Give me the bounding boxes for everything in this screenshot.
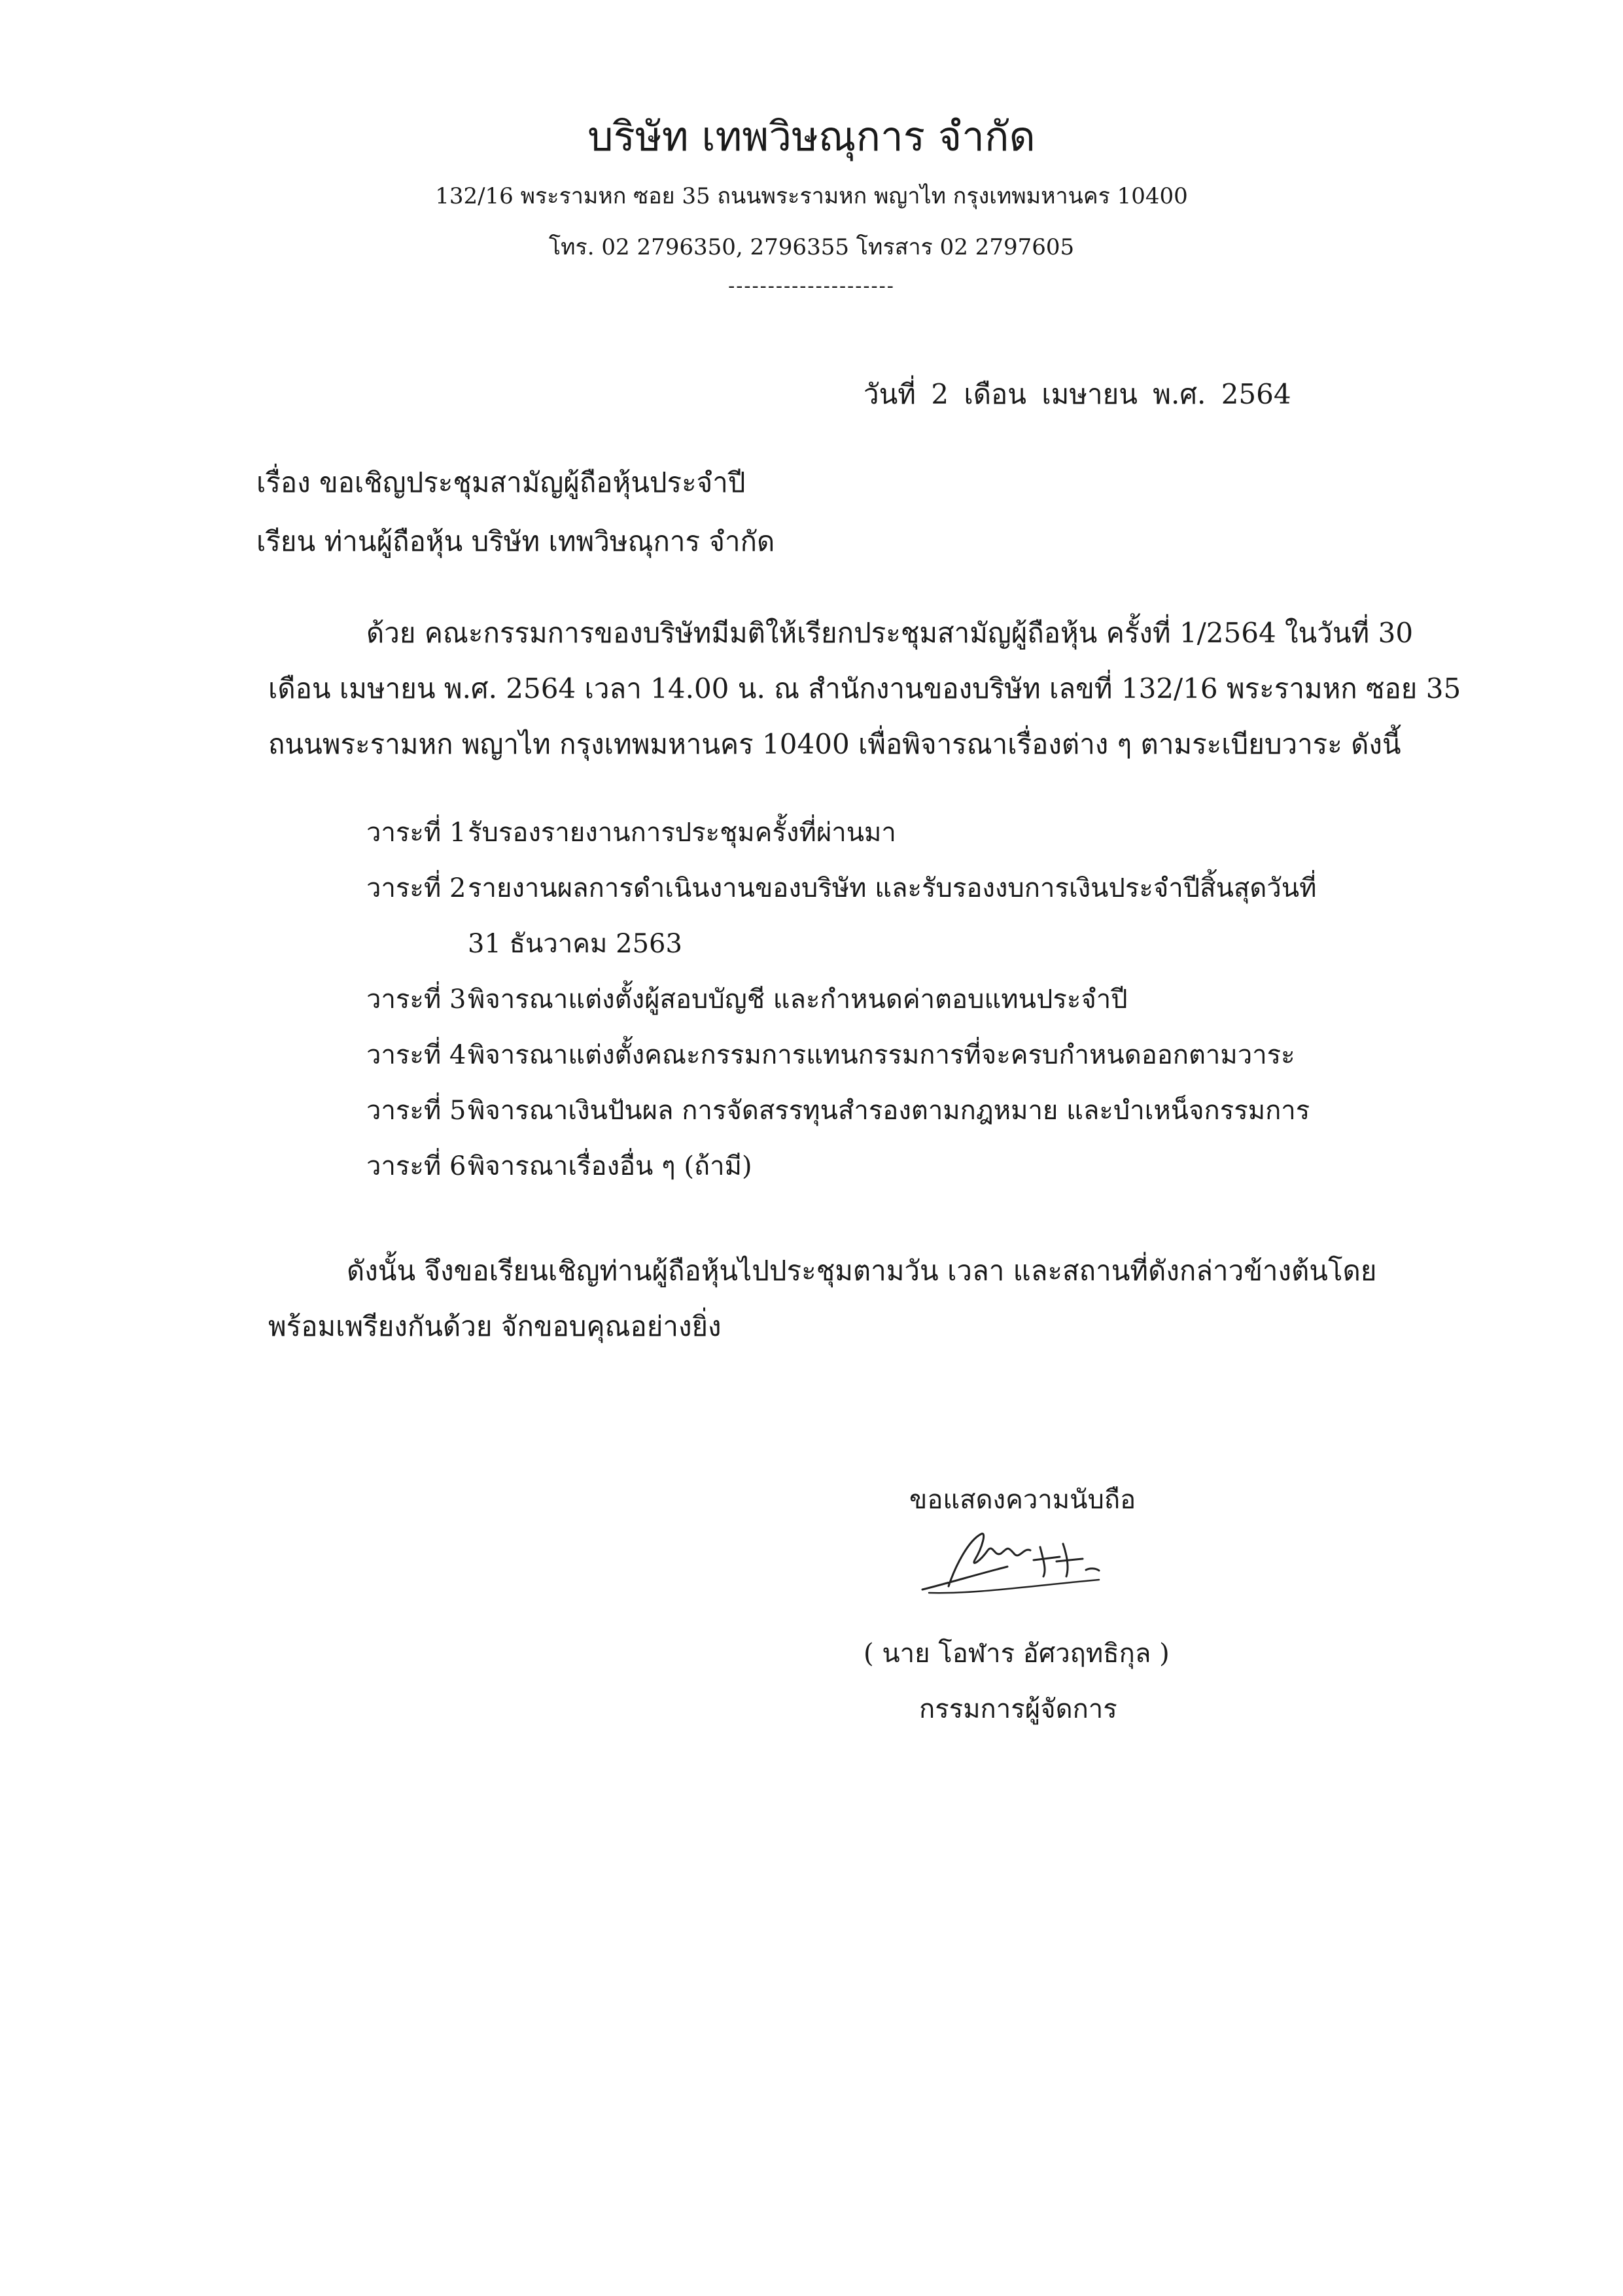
agenda-text-continued: 31 ธันวาคม 2563 (468, 929, 682, 959)
company-address: 132/16 พระรามหก ซอย 35 ถนนพระรามหก พญาไท กรุงเทพมหานคร 10400 (435, 183, 1188, 209)
letter-subject: เรื่อง ขอเชิญประชุมสามัญผู้ถือหุ้นประจำปี (256, 466, 746, 498)
agenda-number: วาระที่ 1 (366, 818, 466, 848)
agenda-number: วาระที่ 6 (366, 1151, 466, 1181)
body-line-1: ด้วย คณะกรรมการของบริษัทมีมติให้เรียกประชุมสามัญผู้ถือหุ้น ครั้งที่ 1/2564 ในวันที่ 30 (366, 617, 1414, 649)
agenda-item (366, 1034, 1295, 1075)
agenda-number: วาระที่ 4 (366, 1040, 466, 1070)
agenda-number: วาระที่ 3 (366, 984, 466, 1015)
agenda-text: พิจารณาแต่งตั้งผู้สอบบัญชี และกำหนดค่าตอบแทนประจำปี (468, 984, 1128, 1015)
agenda-text: พิจารณาเงินปันผล การจัดสรรทุนสำรองตามกฎหมาย และบำเหน็จกรรมการ (468, 1096, 1310, 1126)
agenda-text: พิจารณาเรื่องอื่น ๆ (ถ้ามี) (468, 1151, 752, 1181)
letterhead-rule: --------------------- (728, 275, 895, 298)
letter-date: วันที่ 2 เดือน เมษายน พ.ศ. 2564 (864, 378, 1291, 410)
agenda-text: รายงานผลการดำเนินงานของบริษัท และรับรองงบการเงินประจำปีสิ้นสุดวันที่ (468, 873, 1317, 903)
agenda-item (366, 978, 1128, 1020)
closing-line-2: พร้อมเพรียงกันด้วย จักขอบคุณอย่างยิ่ง (268, 1310, 722, 1342)
agenda-number: วาระที่ 2 (366, 873, 466, 903)
closing-line-1: ดังนั้น จึงขอเรียนเชิญท่านผู้ถือหุ้นไปประชุมตามวัน เวลา และสถานที่ดังกล่าวข้างต้นโดย (347, 1255, 1377, 1287)
regards: ขอแสดงความนับถือ (909, 1485, 1136, 1515)
agenda-number: วาระที่ 5 (366, 1096, 466, 1126)
body-line-3: ถนนพระรามหก พญาไท กรุงเทพมหานคร 10400 เพื่อพิจารณาเรื่องต่าง ๆ ตามระเบียบวาระ ดังนี้ (268, 728, 1401, 760)
agenda-item (366, 1145, 752, 1187)
letter-recipient: เรียน ท่านผู้ถือหุ้น บริษัท เทพวิษณุการ จำกัด (256, 525, 775, 557)
signature-icon (909, 1521, 1125, 1606)
agenda-text: พิจารณาแต่งตั้งคณะกรรมการแทนกรรมการที่จะครบกำหนดออกตามวาระ (468, 1040, 1295, 1070)
signer-name: ( นาย โอฬาร อัศวฤทธิกุล ) (864, 1639, 1170, 1669)
agenda-item (366, 1089, 1310, 1131)
company-name: บริษัท เทพวิษณุการ จำกัด (587, 113, 1036, 160)
agenda-item (366, 811, 896, 853)
agenda-text: รับรองรายงานการประชุมครั้งที่ผ่านมา (468, 818, 896, 848)
body-line-2: เดือน เมษายน พ.ศ. 2564 เวลา 14.00 น. ณ สำนักงานของบริษัท เลขที่ 132/16 พระรามหก ซอย 35 (268, 672, 1461, 704)
signer-position: กรรมการผู้จัดการ (919, 1694, 1117, 1724)
agenda-item (366, 867, 1316, 909)
company-phone: โทร. 02 2796350, 2796355 โทรสาร 02 2797605 (548, 234, 1075, 260)
